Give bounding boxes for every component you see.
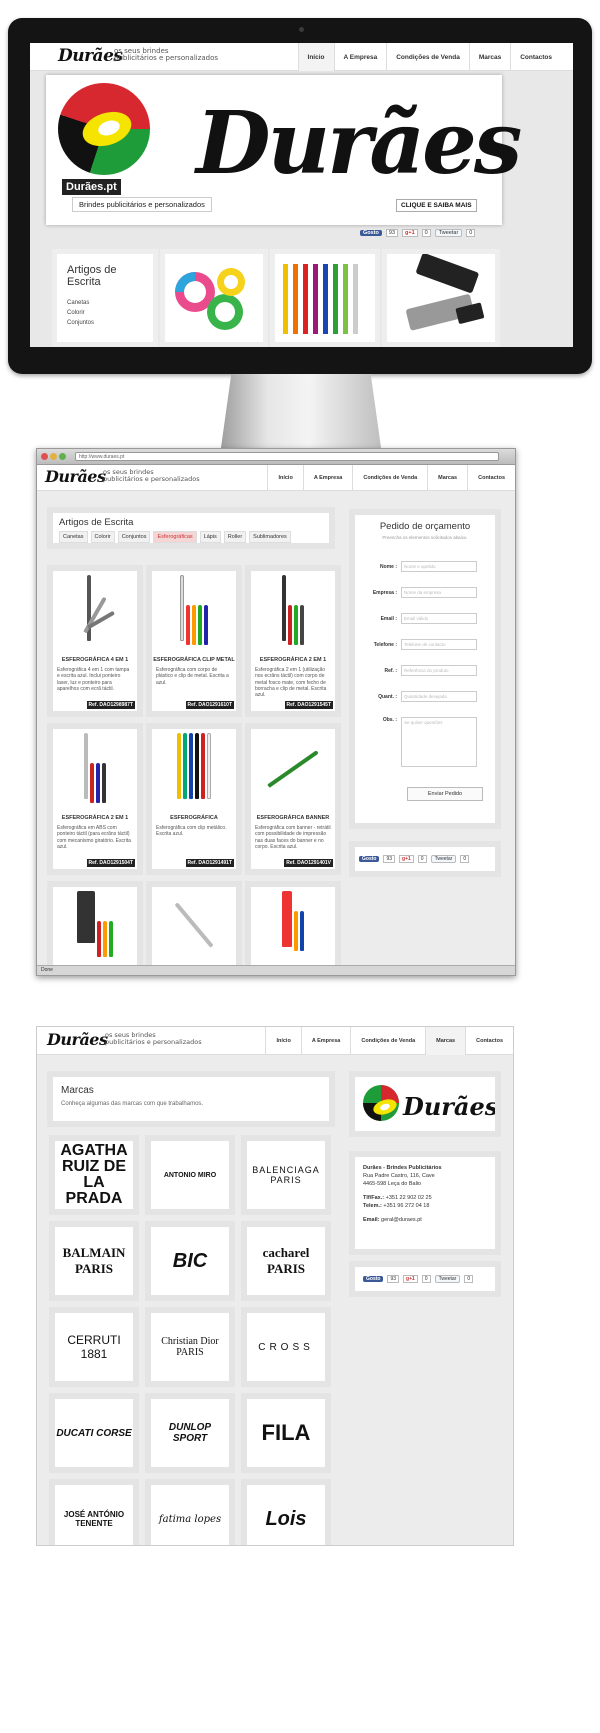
usb-image (387, 254, 495, 342)
gplus-count: 0 (422, 1275, 431, 1283)
brand-logo-balenciaga[interactable] (241, 1135, 331, 1215)
brand-name: JOSÉ ANTÓNIO TENENTE (63, 1510, 125, 1528)
maximize-icon[interactable] (59, 453, 66, 460)
nav-marcas[interactable]: Marcas (427, 465, 467, 491)
browser-chrome (37, 449, 515, 465)
product-image (162, 733, 226, 809)
social-bar (360, 229, 475, 237)
banner-subtitle: Brindes publicitários e personalizados (72, 197, 212, 212)
contact-city: 4465-598 Leça do Balio (363, 1181, 422, 1187)
brand-logo-jose-antonio-tenente[interactable] (49, 1479, 139, 1546)
product-ref: Ref. DAO1291545T (286, 702, 331, 708)
product-name: ESFEROGRÁFICA 2 EM 1 (259, 657, 327, 663)
nav-empresa[interactable]: A Empresa (334, 43, 387, 71)
brand-logo-antonio-miro[interactable] (145, 1135, 235, 1215)
tab-sublimadores[interactable]: Sublimadores (249, 531, 291, 543)
like-count: 93 (387, 1275, 399, 1283)
banner-site-label: Durães.pt (62, 179, 121, 195)
minimize-icon[interactable] (50, 453, 57, 460)
facebook-like-button[interactable]: Gosto (363, 1276, 383, 1282)
banner-logo: Durães (196, 93, 520, 194)
catalog-page (37, 465, 515, 967)
ref-input[interactable]: Referência do produto (401, 665, 477, 676)
brand-logo-agatha[interactable] (49, 1135, 139, 1215)
nav-empresa[interactable]: A Empresa (303, 465, 353, 491)
nav-condicoes[interactable]: Condições de Venda (386, 43, 469, 71)
brand-logo-cerruti[interactable] (49, 1307, 139, 1387)
contact-email (363, 1217, 422, 1224)
product-image (261, 891, 325, 967)
facebook-like-button[interactable]: Gosto (360, 230, 382, 236)
product-ref: Ref. DAO1291401V (286, 860, 331, 866)
brand-logo-fatima-lopes[interactable] (145, 1479, 235, 1546)
quant-label: Quant. : (378, 693, 397, 700)
brand-name: CERRUTI 1881 (67, 1333, 121, 1361)
product-image (63, 575, 127, 651)
product-name: ESFEROGRÁFICA 2 EM 1 (61, 815, 129, 821)
svg-text:Durães: Durães (403, 1092, 495, 1121)
tab-lapis[interactable]: Lápis (200, 531, 221, 543)
email-label: Email : (380, 615, 397, 622)
like-count: 93 (386, 229, 398, 237)
brand-logo-cross[interactable] (241, 1307, 331, 1387)
email-label: Email: (363, 1217, 380, 1223)
duraes-logo-icon (355, 1077, 495, 1131)
tel-label: Tlf/Fax.: (363, 1195, 385, 1201)
main-nav (267, 465, 515, 491)
product-card[interactable] (47, 565, 143, 717)
brand-name: Christian Dior PARIS (161, 1336, 219, 1358)
tweet-count: 0 (464, 1275, 473, 1283)
social-bar (359, 855, 469, 863)
tweet-button[interactable]: Tweetar (435, 229, 463, 237)
empresa-input[interactable]: Nome da empresa (401, 587, 477, 598)
product-name: ESFEROGRÁFICA BANNER (256, 815, 330, 821)
hero-banner[interactable] (46, 75, 520, 225)
tagline-line-2: publicitários e personalizados (103, 474, 200, 483)
product-name: ESFEROGRÁFICA CLIP METAL (153, 657, 235, 663)
product-image (162, 891, 226, 967)
form-row-quant (359, 691, 477, 702)
main-nav (298, 43, 561, 71)
gplus-count: 0 (422, 229, 431, 237)
brand-logo-bic[interactable] (145, 1221, 235, 1301)
nav-contactos[interactable]: Contactos (465, 1027, 513, 1055)
sidebar-logo-box (349, 1071, 501, 1137)
quote-form (349, 509, 501, 829)
home-category-item[interactable]: Canetas (67, 300, 90, 306)
tab-esferograficas[interactable]: Esferográficas (153, 531, 196, 543)
gplus-button[interactable]: g+1 (399, 855, 414, 863)
form-row-email (359, 613, 477, 624)
product-image (261, 575, 325, 651)
close-icon[interactable] (41, 453, 48, 460)
product-card[interactable] (47, 881, 143, 967)
sidebar-social-box (349, 1261, 501, 1297)
tab-roller[interactable]: Roller (224, 531, 246, 543)
brand-logo-cacharel[interactable] (241, 1221, 331, 1301)
product-description: Esferográfica com corpo de plástico e clip de metal. Escrita a azul. (156, 667, 229, 686)
monitor-screen (30, 43, 573, 347)
gplus-button[interactable]: g+1 (403, 1275, 418, 1283)
main-nav (265, 1027, 513, 1055)
product-card[interactable] (245, 723, 341, 875)
nav-condicoes[interactable]: Condições de Venda (350, 1027, 425, 1055)
product-name: ESFEROGRÁFICA (170, 815, 218, 821)
brand-logo-dior[interactable] (145, 1307, 235, 1387)
obs-textarea[interactable]: Se quiser questões (401, 717, 477, 767)
brand-name: DUCATI CORSE (56, 1427, 132, 1439)
brand-logo-fila[interactable] (241, 1393, 331, 1473)
home-category-box (52, 249, 158, 347)
nav-inicio[interactable]: Início (298, 43, 334, 71)
gplus-count: 0 (418, 855, 427, 863)
product-image (63, 891, 127, 967)
featured-product-pens[interactable] (270, 249, 380, 347)
brand-name: FILA (261, 1420, 311, 1445)
nav-marcas[interactable]: Marcas (425, 1027, 465, 1055)
product-card[interactable] (245, 565, 341, 717)
brand-name: DUNLOP SPORT (168, 1422, 212, 1444)
empresa-label: Empresa : (372, 589, 397, 596)
tweet-count: 0 (460, 855, 469, 863)
brands-page (36, 1026, 514, 1546)
tagline-line-2: publicitários e personalizados (114, 54, 219, 63)
browser-status-bar: Done (37, 965, 515, 975)
quote-form-title: Pedido de orçamento (379, 521, 471, 532)
product-card[interactable] (146, 565, 242, 717)
brands-title: Marcas (61, 1085, 94, 1096)
product-ref: Ref. DAO1291504T (88, 860, 133, 866)
form-row-empresa (359, 587, 477, 598)
form-row-nome (359, 561, 477, 572)
form-row-obs (359, 717, 477, 767)
product-description: Esferográfica com clip metálico. Escrita azul. (156, 825, 227, 838)
obs-label: Obs. : (382, 717, 397, 723)
tel-value: +351 22 902 02 25 (385, 1195, 432, 1201)
brand-name: BIC (172, 1249, 208, 1272)
quant-input[interactable]: Quantidade desejada (401, 691, 477, 702)
home-category-title-2: Escrita (67, 276, 101, 289)
send-quote-button[interactable]: Enviar Pedido (407, 787, 483, 801)
tagline-line-1: os seus brindes (103, 468, 154, 476)
mobile-label: Telem.: (363, 1203, 382, 1209)
home-category-item[interactable]: Conjuntos (67, 320, 95, 326)
product-description: Esferográfica 2 em 1 (utilização nos ecrãns táctil) com corpo de metal fosco mate, com fecho de borracha e clip de metal. Escrita azul. (255, 667, 327, 698)
category-tabs (59, 531, 291, 543)
site-tagline (105, 1032, 202, 1046)
form-row-ref (359, 665, 477, 676)
quote-form-subtitle: Preencha os elementos solicitados abaixo. (382, 535, 468, 540)
tab-canetas[interactable]: Canetas (59, 531, 88, 543)
contact-box (349, 1151, 501, 1255)
product-card[interactable] (146, 723, 242, 875)
email-link[interactable]: geral@duraes.pt (381, 1217, 422, 1223)
site-tagline (114, 48, 218, 63)
brand-name: Lois (265, 1507, 307, 1530)
brand-logo-lois[interactable] (241, 1479, 331, 1546)
tweet-button[interactable]: Tweetar (431, 855, 457, 863)
telefone-label: Telefone : (373, 641, 397, 648)
brand-name: ANTONIO MIRO (163, 1171, 217, 1179)
form-row-telefone (359, 639, 477, 650)
product-card[interactable] (146, 881, 242, 967)
brand-name: BALMAIN PARIS (62, 1245, 126, 1276)
form-social-box (349, 841, 501, 877)
brand-name: cacharel PARIS (262, 1245, 310, 1276)
product-image (63, 733, 127, 809)
tab-conjuntos[interactable]: Conjuntos (118, 531, 151, 543)
product-description: Esferográfica em ABS com ponteiro táctil (para ecrãns táctil) com mecanismo giratório. Escrita azul. (57, 825, 131, 850)
product-image (162, 575, 226, 651)
tagline-line-1: os seus brindes (114, 47, 169, 55)
social-bar (363, 1275, 473, 1283)
browser-window (36, 448, 516, 976)
gplus-button[interactable]: g+1 (402, 229, 418, 237)
banner-cta-button[interactable]: CLIQUE E SAIBA MAIS (396, 199, 477, 212)
tagline-line-1: os seus brindes (105, 1031, 156, 1039)
nav-condicoes[interactable]: Condições de Venda (352, 465, 427, 491)
nav-contactos[interactable]: Contactos (510, 43, 561, 71)
brand-logo-dunlop[interactable] (145, 1393, 235, 1473)
featured-product-markers[interactable] (160, 249, 268, 347)
nav-contactos[interactable]: Contactos (467, 465, 515, 491)
contact-company: Durães - Brindes Publicitários (363, 1165, 442, 1171)
brand-name: AGATHA RUIZ DE LA PRADA (60, 1142, 128, 1207)
home-category-title (67, 264, 117, 288)
product-image (261, 733, 325, 809)
product-ref: Ref. DAO1298987T (88, 702, 133, 708)
brand-name: CROSS (258, 1341, 314, 1353)
product-ref: Ref. DAO1291491T (187, 860, 232, 866)
brand-logo-ducati[interactable] (49, 1393, 139, 1473)
like-count: 93 (383, 855, 395, 863)
product-description: Esferográfica 4 em 1 com tampa e escrita azul. Inclui ponteiro laser, luz e ponteiro para aparelhos com ecrã táctil. (57, 667, 130, 692)
brand-name: fatima lopes (158, 1513, 222, 1525)
facebook-like-button[interactable]: Gosto (359, 856, 379, 862)
markers-image (165, 254, 263, 342)
pens-image (275, 254, 375, 342)
site-logo[interactable]: Durães (47, 1030, 108, 1049)
tab-colorir[interactable]: Colorir (91, 531, 115, 543)
nav-inicio[interactable]: Início (265, 1027, 300, 1055)
home-category-title-1: Artigos de (67, 264, 117, 276)
site-header (37, 465, 515, 491)
product-description: Esferográfica com banner - retrátil com possibilidade de impressão nas duas faces do banner e no corpo. Escrita azul. (255, 825, 331, 850)
nav-inicio[interactable]: Início (267, 465, 302, 491)
nome-label: Nome : (380, 563, 397, 570)
brands-subtitle: Conheça algumas das marcas com que trabalhamos. (61, 1101, 204, 1107)
contact-tel (363, 1195, 432, 1202)
product-name: ESFEROGRÁFICA 4 EM 1 (61, 657, 129, 663)
category-panel (47, 507, 335, 549)
product-ref: Ref. DAO1291610T (187, 702, 232, 708)
contact-mobile (363, 1203, 429, 1210)
mobile-value: +351 96 272 04 18 (383, 1203, 430, 1209)
product-card[interactable] (245, 881, 341, 967)
camera-dot (299, 27, 304, 32)
tweet-count: 0 (466, 229, 475, 237)
nav-marcas[interactable]: Marcas (469, 43, 510, 71)
brands-header (47, 1071, 335, 1127)
brand-name: BALENCIAGA PARIS (252, 1165, 320, 1185)
contact-street: Rua Padre Castro, 116, Cave (363, 1173, 435, 1179)
site-logo[interactable]: Durães (45, 467, 106, 486)
site-logo[interactable]: Durães (58, 46, 123, 66)
home-category-item[interactable]: Colorir (67, 310, 85, 316)
nav-empresa[interactable]: A Empresa (301, 1027, 351, 1055)
nome-input[interactable]: Nome e apelido (401, 561, 477, 572)
site-tagline (103, 469, 200, 483)
email-input[interactable]: Email válido (401, 613, 477, 624)
tweet-button[interactable]: Tweetar (435, 1275, 461, 1283)
site-header (30, 43, 573, 71)
telefone-input[interactable]: Telefone de contacto (401, 639, 477, 650)
url-bar[interactable]: http://www.duraes.pt (75, 452, 499, 461)
site-header (37, 1027, 513, 1055)
tagline-line-2: publicitários e personalizados (105, 1037, 202, 1046)
brand-logo-balmain[interactable] (49, 1221, 139, 1301)
ref-label: Ref. : (384, 667, 397, 674)
category-title: Artigos de Escrita (59, 517, 134, 528)
featured-product-usb[interactable] (382, 249, 500, 347)
product-card[interactable] (47, 723, 143, 875)
